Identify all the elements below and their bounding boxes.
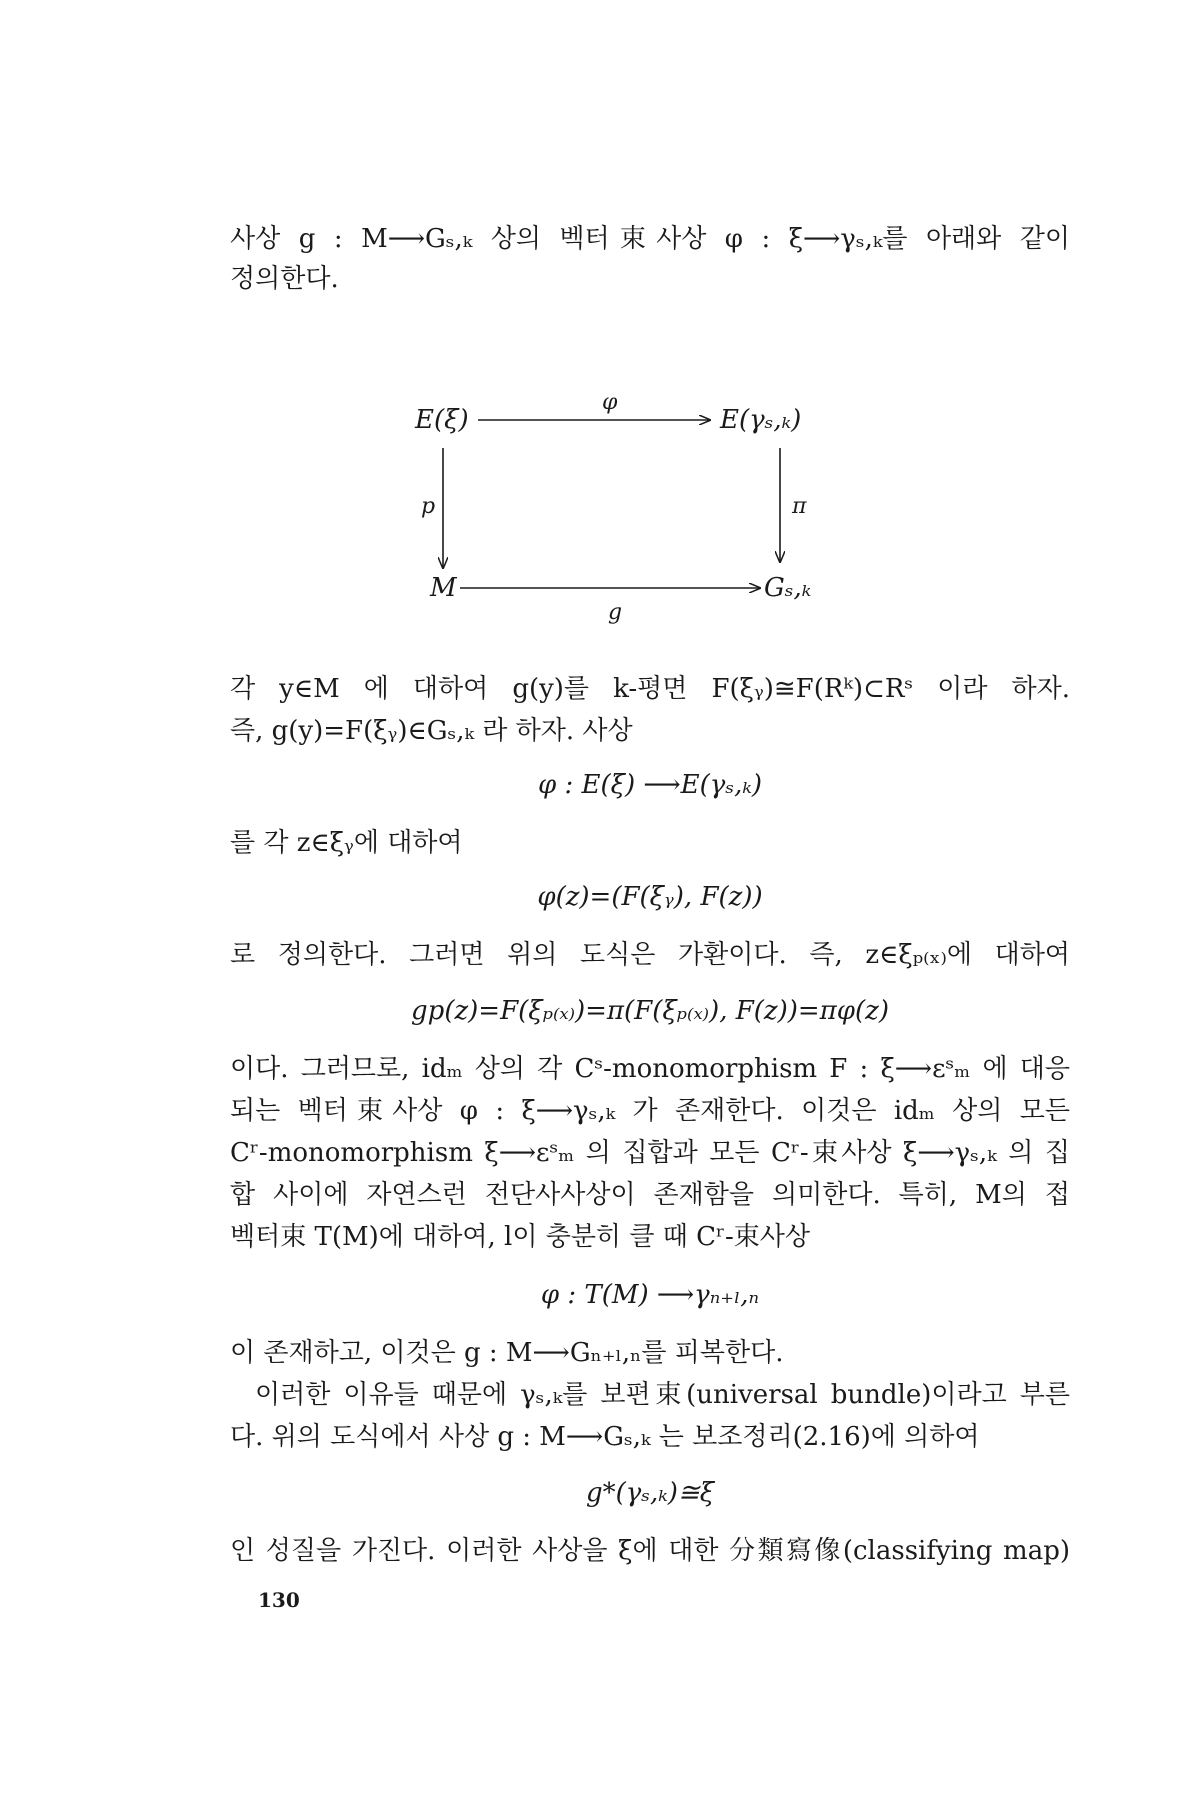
paragraph-5-line-2: 되는 벡터束사상 φ : ξ⟶γₛ,ₖ 가 존재한다. 이것은 idₘ 상의 모든 (230, 1096, 1070, 1126)
paragraph-5-line-5: 벡터束 T(M)에 대하여, l이 충분히 클 때 Cʳ-束사상 (230, 1222, 811, 1252)
equation-4: φ : T(M) ⟶γₙ₊ₗ,ₙ (540, 1280, 760, 1310)
diagram-bottom-right-node: Gₛ,ₖ (764, 573, 812, 603)
diagram-right-arrow-label: π (792, 494, 807, 519)
paragraph-1-line-2: 정의한다. (230, 264, 339, 294)
paragraph-5-line-3: Cʳ-monomorphism ξ⟶εˢₘ 의 집합과 모든 Cʳ-束사상 ξ⟶γₛ,ₖ 의 집 (230, 1138, 1070, 1168)
paragraph-5-line-1: 이다. 그러므로, idₘ 상의 각 Cˢ-monomorphism F : ξ⟶εˢₘ 에 대응 (230, 1054, 1070, 1084)
diagram-top-right-node: E(γₛ,ₖ) (720, 405, 802, 435)
paragraph-5-line-4: 합 사이에 자연스런 전단사사상이 존재함을 의미한다. 특히, M의 접 (230, 1180, 1070, 1210)
equation-2: φ(z)=(F(ξᵧ), F(z)) (537, 882, 763, 912)
paragraph-3: 를 각 z∈ξᵧ에 대하여 (230, 828, 463, 858)
paragraph-4: 로 정의한다. 그러면 위의 도식은 가환이다. 즉, z∈ξₚ₍ₓ₎에 대하여 (230, 940, 1070, 970)
equation-5: g*(γₛ,ₖ)≅ξ (585, 1478, 715, 1508)
page-number: 130 (258, 1588, 300, 1612)
equation-3: gp(z)=F(ξₚ₍ₓ₎)=π(F(ξₚ₍ₓ₎), F(z))=πφ(z) (411, 996, 889, 1026)
diagram-left-arrow-label: p (421, 494, 436, 519)
paragraph-6-line-3: 다. 위의 도식에서 사상 g : M⟶Gₛ,ₖ 는 보조정리(2.16)에 의하여 (230, 1422, 980, 1452)
diagram-bottom-arrow-label: g (608, 600, 623, 625)
paragraph-6-line-1: 이 존재하고, 이것은 g : M⟶Gₙ₊ₗ,ₙ를 피복한다. (230, 1338, 784, 1368)
paragraph-2-line-2: 즉, g(y)=F(ξᵧ)∈Gₛ,ₖ 라 하자. 사상 (230, 716, 633, 746)
diagram-bottom-left-node: M (430, 573, 457, 603)
paragraph-2-line-1: 각 y∈M 에 대하여 g(y)를 k-평면 F(ξᵧ)≅F(Rᵏ)⊂Rˢ 이라 하자. (230, 674, 1070, 704)
diagram-top-left-node: E(ξ) (415, 405, 469, 435)
paragraph-7: 인 성질을 가진다. 이러한 사상을 ξ에 대한 分類寫像(classifying map) (230, 1536, 1070, 1566)
paragraph-1-line-1: 사상 g : M⟶Gₛ,ₖ 상의 벡터束사상 φ : ξ⟶γₛ,ₖ를 아래와 같이 (230, 224, 1070, 254)
paragraph-6-line-2: 이러한 이유들 때문에 γₛ,ₖ를 보편束(universal bundle)이라고 부른 (255, 1380, 1070, 1410)
equation-1: φ : E(ξ) ⟶E(γₛ,ₖ) (538, 770, 762, 800)
diagram-top-arrow-label: φ (602, 390, 618, 415)
